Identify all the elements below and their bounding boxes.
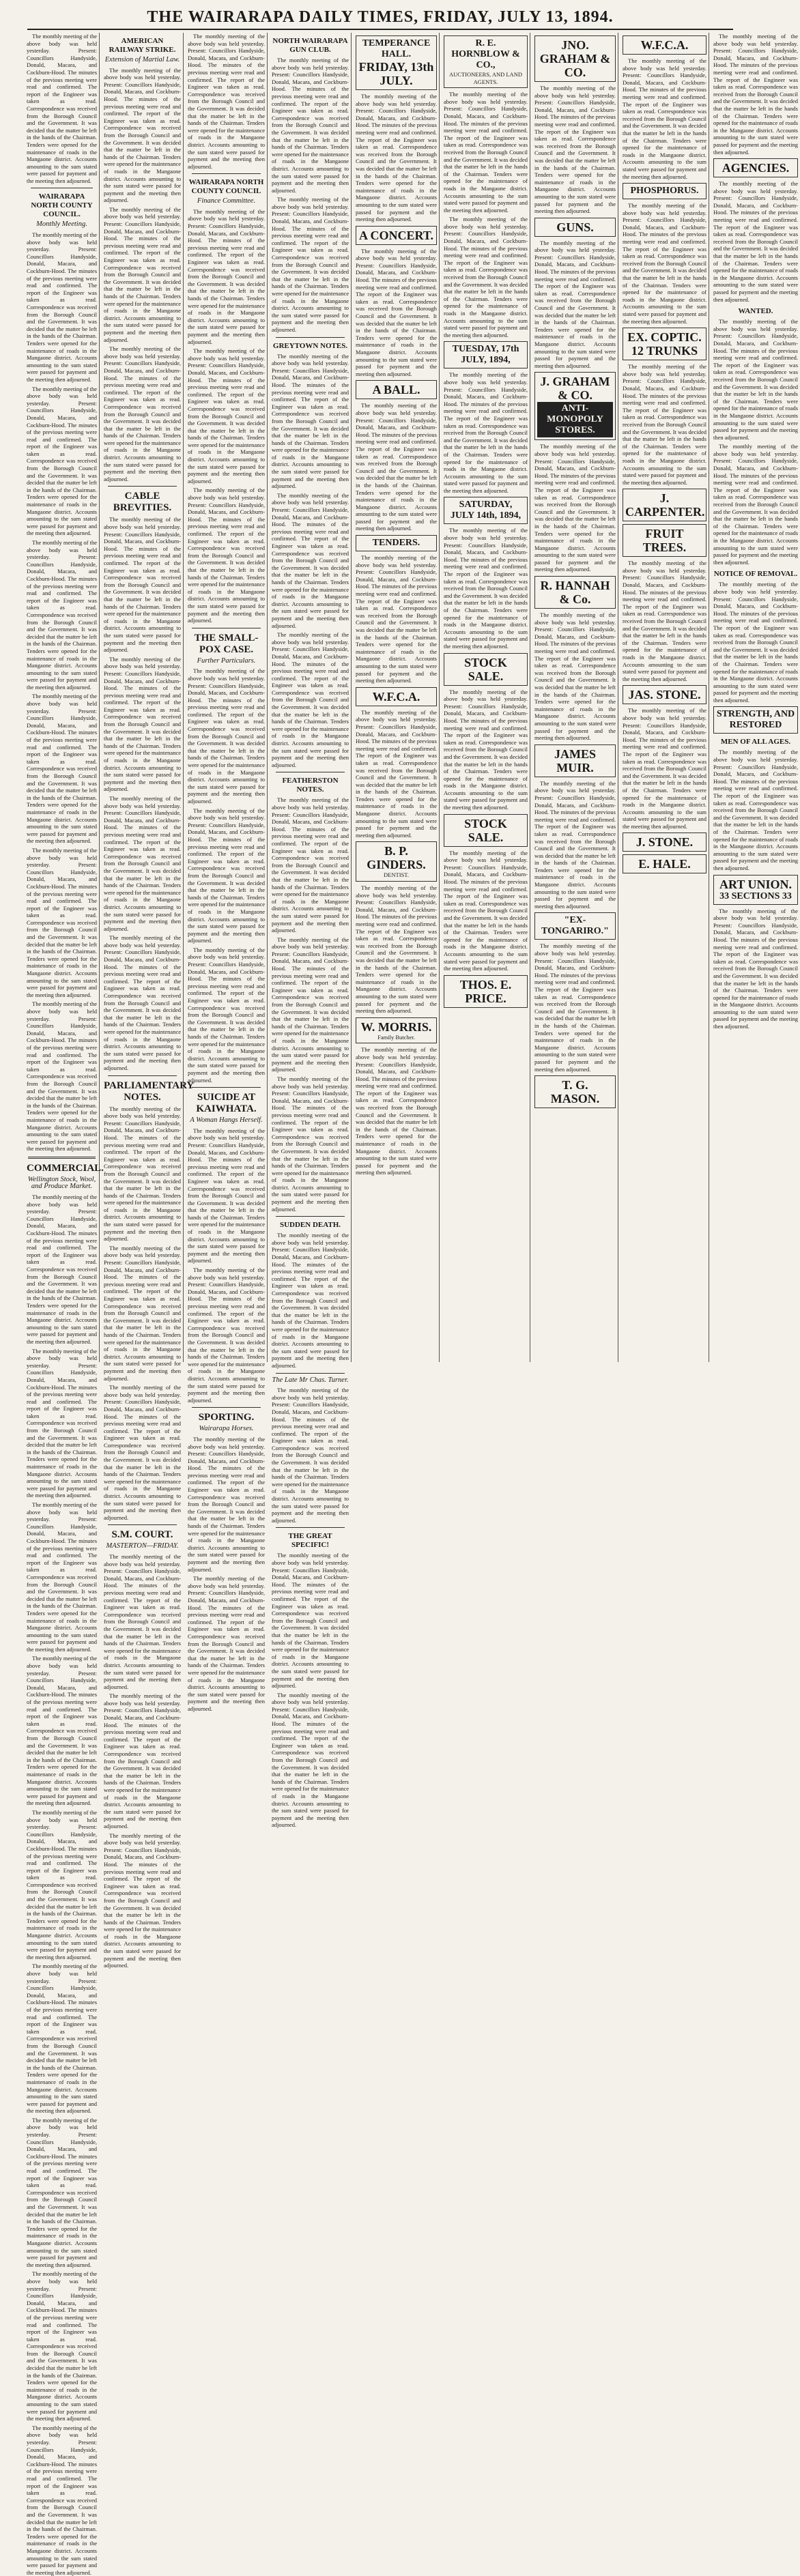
body-paragraph: The monthly meeting of the above body was held yesterday. Present: Councillors Handyside, Donald, Macara, and Cockburn-Hood. The minutes of the previous meeting were read and confirmed. The report of the Engineer was taken as read. Correspondence was received from the Borough Council and the Government. It was decided that the matter be left in the hands of the Chairman. Tenders were opened for the maintenance of roads in the Mangaone district. Accounts amounting to the sum stated were passed for payment and the meeting then adjourned. bbox=[272, 631, 349, 768]
advertisement bbox=[623, 524, 706, 557]
body-paragraph: The monthly meeting of the above body was held yesterday. Present: Councillors Handyside, Donald, Macara, and Cockburn-Hood. The minutes of the previous meeting were read and confirmed. The report of the Engineer was taken as read. Correspondence was received from the Borough Council and the Government. It was decided that the matter be left in the hands of the Chairman. Tenders were opened for the maintenance of roads in the Mangaone district. Accounts amounting to the sum stated were passed for payment and the meeting then adjourned. bbox=[534, 942, 616, 1073]
subheading: Wairarapa Horses. bbox=[199, 1425, 254, 1433]
body-paragraph: The monthly meeting of the above body was held yesterday. Present: Councillors Handyside, Donald, Macara, and Cockburn-Hood. The minutes of the previous meeting were read and confirmed. The report of the Engineer was taken as read. Correspondence was received from the Borough Council and the Government. It was decided that the matter be left in the hands of the Chairman. Tenders were opened for the maintenance of roads in the Mangaone district. Accounts amounting to the sum stated were passed for payment and the meeting then adjourned. bbox=[713, 33, 798, 156]
ad-title: R. E. HORNBLOW & CO., bbox=[451, 38, 520, 70]
body-paragraph: The monthly meeting of the above body was held yesterday. Present: Councillors Handyside, Donald, Macara, and Cockburn-Hood. The minutes of the previous meeting were read and confirmed. The report of the Engineer was taken as read. Correspondence was received from the Borough Council and the Government. It was decided that the matter be left in the hands of the Chairman. Tenders were opened for the maintenance of roads in the Mangaone district. Accounts amounting to the sum stated were passed for payment and the meeting then adjourned. bbox=[272, 491, 349, 629]
column-4 bbox=[270, 33, 352, 1829]
body-paragraph: The monthly meeting of the above body was held yesterday. Present: Councillors Handyside, Donald, Macara, and Cockburn-Hood. The minutes of the previous meeting were read and confirmed. The report of the Engineer was taken as read. Correspondence was received from the Borough Council and the Government. It was decided that the matter be left in the hands of the Chairman. Tenders were opened for the maintenance of roads in the Mangaone district. Accounts amounting to the sum stated were passed for payment and the meeting then adjourned. bbox=[534, 611, 616, 742]
ad-title: PHOSPHORUS. bbox=[630, 186, 699, 197]
ad-title: E. HALE. bbox=[638, 857, 691, 871]
column-7 bbox=[532, 33, 618, 1362]
body-paragraph: The monthly meeting of the above body was held yesterday. Present: Councillors Handyside, Donald, Macara, and Cockburn-Hood. The minutes of the previous meeting were read and confirmed. The report of the Engineer was taken as read. Correspondence was received from the Borough Council and the Government. It was decided that the matter be left in the hands of the Chairman. Tenders were opened for the maintenance of roads in the Mangaone district. Accounts amounting to the sum stated were passed for payment and the meeting then adjourned. bbox=[27, 1963, 97, 2115]
body-paragraph: The monthly meeting of the above body was held yesterday. Present: Councillors Handyside, Donald, Macara, and Cockburn-Hood. The minutes of the previous meeting were read and confirmed. The report of the Engineer was taken as read. Correspondence was received from the Borough Council and the Government. It was decided that the matter be left in the hands of the Chairman. Tenders were opened for the maintenance of roads in the Mangaone district. Accounts amounting to the sum stated were passed for payment and the meeting then adjourned. bbox=[272, 1387, 349, 1524]
ad-title: B. P. GINDERS. bbox=[367, 844, 426, 872]
advertisement bbox=[534, 372, 616, 440]
body-paragraph: The monthly meeting of the above body was held yesterday. Present: Councillors Handyside, Donald, Macara, and Cockburn-Hood. The minutes of the previous meeting were read and confirmed. The report of the Engineer was taken as read. Correspondence was received from the Borough Council and the Government. It was decided that the matter be left in the hands of the Chairman. Tenders were opened for the maintenance of roads in the Mangaone district. Accounts amounting to the sum stated were passed for payment and the meeting then adjourned. bbox=[444, 91, 528, 214]
divider bbox=[276, 1216, 345, 1217]
column-2 bbox=[102, 33, 195, 1969]
subheading: Extension of Martial Law. bbox=[104, 56, 180, 63]
ad-title: ART UNION. bbox=[719, 877, 792, 891]
headline: CABLE BREVITIES. bbox=[113, 491, 172, 514]
ad-title: EX. COPTIC. bbox=[627, 330, 702, 345]
ad-title: R. HANNAH & Co. bbox=[540, 579, 610, 607]
advertisement bbox=[534, 912, 616, 940]
body-paragraph: The monthly meeting of the above body was held yesterday. Present: Councillors Handyside, Donald, Macara, and Cockburn-Hood. The minutes of the previous meeting were read and confirmed. The report of the Engineer was taken as read. Correspondence was received from the Borough Council and the Government. It was decided that the matter be left in the hands of the Chairman. Tenders were opened for the maintenance of roads in the Mangaone district. Accounts amounting to the sum stated were passed for payment and the meeting then adjourned. bbox=[272, 1691, 349, 1829]
masthead: THE WAIRARAPA DAILY TIMES, FRIDAY, JULY 13, 1894. bbox=[27, 5, 733, 30]
body-paragraph: The monthly meeting of the above body was held yesterday. Present: Councillors Handyside, Donald, Macara, and Cockburn-Hood. The minutes of the previous meeting were read and confirmed. The report of the Engineer was taken as read. Correspondence was received from the Borough Council and the Government. It was decided that the matter be left in the hands of the Chairman. Tenders were opened for the maintenance of roads in the Mangaone district. Accounts amounting to the sum stated were passed for payment and the meeting then adjourned. bbox=[272, 1552, 349, 1690]
headline: NORTH WAIRARAPA GUN CLUB. bbox=[272, 37, 348, 54]
divider bbox=[28, 1157, 96, 1159]
ad-subtitle: Family Butcher. bbox=[377, 1033, 415, 1041]
advertisement bbox=[356, 380, 437, 399]
body-paragraph: The monthly meeting of the above body was held yesterday. Present: Councillors Handyside, Donald, Macara, and Cockburn-Hood. The minutes of the previous meeting were read and confirmed. The report of the Engineer was taken as read. Correspondence was received from the Borough Council and the Government. It was decided that the matter be left in the hands of the Chairman. Tenders were opened for the maintenance of roads in the Mangaone district. Accounts amounting to the sum stated were passed for payment and the meeting then adjourned. bbox=[534, 239, 616, 369]
body-paragraph: The monthly meeting of the above body was held yesterday. Present: Councillors Handyside, Donald, Macara, and Cockburn-Hood. The minutes of the previous meeting were read and confirmed. The report of the Engineer was taken as read. Correspondence was received from the Borough Council and the Government. It was decided that the matter be left in the hands of the Chairman. Tenders were opened for the maintenance of roads in the Mangaone district. Accounts amounting to the sum stated were passed for payment and the meeting then adjourned. bbox=[27, 539, 97, 691]
body-paragraph: The monthly meeting of the above body was held yesterday. Present: Councillors Handyside, Donald, Macara, and Cockburn-Hood. The minutes of the previous meeting were read and confirmed. The report of the Engineer was taken as read. Correspondence was received from the Borough Council and the Government. It was decided that the matter be left in the hands of the Chairman. Tenders were opened for the maintenance of roads in the Mangaone district. Accounts amounting to the sum stated were passed for payment and the meeting then adjourned. bbox=[356, 1046, 437, 1176]
subheading: Further Particulars. bbox=[197, 656, 256, 665]
body-paragraph: The monthly meeting of the above body was held yesterday. Present: Councillors Handyside, Donald, Macara, and Cockburn-Hood. The minutes of the previous meeting were read and confirmed. The report of the Engineer was taken as read. Correspondence was received from the Borough Council and the Government. It was decided that the matter be left in the hands of the Chairman. Tenders were opened for the maintenance of roads in the Mangaone district. Accounts amounting to the sum stated were passed for payment and the meeting then adjourned. bbox=[188, 667, 265, 805]
body-paragraph: The monthly meeting of the above body was held yesterday. Present: Councillors Handyside, Donald, Macara, and Cockburn-Hood. The minutes of the previous meeting were read and confirmed. The report of the Engineer was taken as read. Correspondence was received from the Borough Council and the Government. It was decided that the matter be left in the hands of the Chairman. Tenders were opened for the maintenance of roads in the Mangaone district. Accounts amounting to the sum stated were passed for payment and the meeting then adjourned. bbox=[27, 2116, 97, 2268]
ad-title: 12 TRUNKS bbox=[631, 344, 698, 358]
advertisement bbox=[623, 685, 706, 704]
body-paragraph: The monthly meeting of the above body was held yesterday. Present: Councillors Handyside, Donald, Macara, and Cockburn-Hood. The minutes of the previous meeting were read and confirmed. The report of the Engineer was taken as read. Correspondence was received from the Borough Council and the Government. It was decided that the matter be left in the hands of the Chairman. Tenders were opened for the maintenance of roads in the Mangaone district. Accounts amounting to the sum stated were passed for payment and the meeting then adjourned. bbox=[188, 1575, 265, 1712]
subheading: Monthly Meeting. bbox=[36, 220, 87, 229]
body-paragraph: The monthly meeting of the above body was held yesterday. Present: Councillors Handyside, Donald, Macara, and Cockburn-Hood. The minutes of the previous meeting were read and confirmed. The report of the Engineer was taken as read. Correspondence was received from the Borough Council and the Government. It was decided that the matter be left in the hands of the Chairman. Tenders were opened for the maintenance of roads in the Mangaone district. Accounts amounting to the sum stated were passed for payment and the meeting then adjourned. bbox=[104, 345, 181, 482]
body-paragraph: The monthly meeting of the above body was held yesterday. Present: Councillors Handyside, Donald, Macara, and Cockburn-Hood. The minutes of the previous meeting were read and confirmed. The report of the Engineer was taken as read. Correspondence was received from the Borough Council and the Government. It was decided that the matter be left in the hands of the Chairman. Tenders were opened for the maintenance of roads in the Mangaone district. Accounts amounting to the sum stated were passed for payment and the meeting then adjourned. bbox=[104, 516, 181, 654]
ad-title: J. GRAHAM & CO. bbox=[540, 375, 610, 403]
headline: SUDDEN DEATH. bbox=[279, 1221, 341, 1230]
advertisement bbox=[713, 706, 798, 734]
body-paragraph: The monthly meeting of the above body was held yesterday. Present: Councillors Handyside, Donald, Macara, and Cockburn-Hood. The minutes of the previous meeting were read and confirmed. The report of the Engineer was taken as read. Correspondence was received from the Borough Council and the Government. It was decided that the matter be left in the hands of the Chairman. Tenders were opened for the maintenance of roads in the Mangaone district. Accounts amounting to the sum stated were passed for payment and the meeting then adjourned. bbox=[27, 1501, 97, 1653]
headline: GREYTOWN NOTES. bbox=[272, 341, 348, 350]
headline: SPORTING. bbox=[198, 1412, 255, 1423]
divider bbox=[192, 173, 261, 174]
ad-title: AGENCIES. bbox=[722, 161, 790, 175]
body-paragraph: The monthly meeting of the above body was held yesterday. Present: Councillors Handyside, Donald, Macara, and Cockburn-Hood. The minutes of the previous meeting were read and confirmed. The report of the Engineer was taken as read. Correspondence was received from the Borough Council and the Government. It was decided that the matter be left in the hands of the Chairman. Tenders were opened for the maintenance of roads in the Mangaone district. Accounts amounting to the sum stated were passed for payment and the meeting then adjourned. bbox=[104, 795, 181, 932]
advertisement bbox=[444, 975, 528, 1008]
ad-title: THOS. E. PRICE. bbox=[459, 977, 512, 1005]
body-paragraph: The monthly meeting of the above body was held yesterday. Present: Councillors Handyside, Donald, Macara, and Cockburn-Hood. The minutes of the previous meeting were read and confirmed. The report of the Engineer was taken as read. Correspondence was received from the Borough Council and the Government. It was decided that the matter be left in the hands of the Chairman. Tenders were opened for the maintenance of roads in the Mangaone district. Accounts amounting to the sum stated were passed for payment and the meeting then adjourned. bbox=[713, 180, 798, 303]
body-paragraph: The monthly meeting of the above body was held yesterday. Present: Councillors Handyside, Donald, Macara, and Cockburn-Hood. The minutes of the previous meeting were read and confirmed. The report of the Engineer was taken as read. Correspondence was received from the Borough Council and the Government. It was decided that the matter be left in the hands of the Chairman. Tenders were opened for the maintenance of roads in the Mangaone district. Accounts amounting to the sum stated were passed for payment and the meeting then adjourned. bbox=[356, 708, 437, 839]
ad-title: J. CARPENTER. bbox=[625, 491, 705, 519]
body-paragraph: The monthly meeting of the above body was held yesterday. Present: Councillors Handyside, Donald, Macara, and Cockburn-Hood. The minutes of the previous meeting were read and confirmed. The report of the Engineer was taken as read. Correspondence was received from the Borough Council and the Government. It was decided that the matter be left in the hands of the Chairman. Tenders were opened for the maintenance of roads in the Mangaone district. Accounts amounting to the sum stated were passed for payment and the meeting then adjourned. bbox=[188, 1267, 265, 1404]
divider bbox=[276, 1527, 345, 1528]
ad-title: JNO. GRAHAM & CO. bbox=[539, 38, 611, 79]
divider bbox=[108, 1075, 177, 1076]
body-paragraph: The monthly meeting of the above body was held yesterday. Present: Councillors Handyside, Donald, Macara, and Cockburn-Hood. The minutes of the previous meeting were read and confirmed. The report of the Engineer was taken as read. Correspondence was received from the Borough Council and the Government. It was decided that the matter be left in the hands of the Chairman. Tenders were opened for the maintenance of roads in the Mangaone district. Accounts amounting to the sum stated were passed for payment and the meeting then adjourned. bbox=[534, 443, 616, 573]
ad-title: 33 SECTIONS 33 bbox=[719, 891, 792, 901]
body-paragraph: The monthly meeting of the above body was held yesterday. Present: Councillors Handyside, Donald, Macara, and Cockburn-Hood. The minutes of the previous meeting were read and confirmed. The report of the Engineer was taken as read. Correspondence was received from the Borough Council and the Government. It was decided that the matter be left in the hands of the Chairman. Tenders were opened for the maintenance of roads in the Mangaone district. Accounts amounting to the sum stated were passed for payment and the meeting then adjourned. bbox=[104, 66, 181, 204]
body-paragraph: The monthly meeting of the above body was held yesterday. Present: Councillors Handyside, Donald, Macara, and Cockburn-Hood. The minutes of the previous meeting were read and confirmed. The report of the Engineer was taken as read. Correspondence was received from the Borough Council and the Government. It was decided that the matter be left in the hands of the Chairman. Tenders were opened for the maintenance of roads in the Mangaone district. Accounts amounting to the sum stated were passed for payment and the meeting then adjourned. bbox=[444, 216, 528, 338]
body-paragraph: The monthly meeting of the above body was held yesterday. Present: Councillors Handyside, Donald, Macara, and Cockburn-Hood. The minutes of the previous meeting were read and confirmed. The report of the Engineer was taken as read. Correspondence was received from the Borough Council and the Government. It was decided that the matter be left in the hands of the Chairman. Tenders were opened for the maintenance of roads in the Mangaone district. Accounts amounting to the sum stated were passed for payment and the meeting then adjourned. bbox=[188, 33, 265, 170]
headline: WAIRARAPA NORTH COUNTY COUNCIL bbox=[188, 178, 264, 196]
body-paragraph: The monthly meeting of the above body was held yesterday. Present: Councillors Handyside, Donald, Macara, and Cockburn-Hood. The minutes of the previous meeting were read and confirmed. The report of the Engineer was taken as read. Correspondence was received from the Borough Council and the Government. It was decided that the matter be left in the hands of the Chairman. Tenders were opened for the maintenance of roads in the Mangaone district. Accounts amounting to the sum stated were passed for payment and the meeting then adjourned. bbox=[623, 363, 706, 486]
column-3 bbox=[186, 33, 268, 1712]
subheading: Wellington Stock, Wool, and Produce Market. bbox=[27, 1175, 96, 1191]
ad-title: TUESDAY, 17th JULY, 1894, bbox=[452, 344, 519, 366]
body-paragraph: The monthly meeting of the above body was held yesterday. Present: Councillors Handyside, Donald, Macara, and Cockburn-Hood. The minutes of the previous meeting were read and confirmed. The report of the Engineer was taken as read. Correspondence was received from the Borough Council and the Government. It was decided that the matter be left in the hands of the Chairman. Tenders were opened for the maintenance of roads in the Mangaone district. Accounts amounting to the sum stated were passed for payment and the meeting then adjourned. bbox=[356, 884, 437, 1015]
body-paragraph: The monthly meeting of the above body was held yesterday. Present: Councillors Handyside, Donald, Macara, and Cockburn-Hood. The minutes of the previous meeting were read and confirmed. The report of the Engineer was taken as read. Correspondence was received from the Borough Council and the Government. It was decided that the matter be left in the hands of the Chairman. Tenders were opened for the maintenance of roads in the Mangaone district. Accounts amounting to the sum stated were passed for payment and the meeting then adjourned. bbox=[623, 560, 706, 682]
body-paragraph: The monthly meeting of the above body was held yesterday. Present: Councillors Handyside, Donald, Macara, and Cockburn-Hood. The minutes of the previous meeting were read and confirmed. The report of the Engineer was taken as read. Correspondence was received from the Borough Council and the Government. It was decided that the matter be left in the hands of the Chairman. Tenders were opened for the maintenance of roads in the Mangaone district. Accounts amounting to the sum stated were passed for payment and the meeting then adjourned. bbox=[623, 202, 706, 325]
body-paragraph: The monthly meeting of the above body was held yesterday. Present: Councillors Handyside, Donald, Macara, and Cockburn-Hood. The minutes of the previous meeting were read and confirmed. The report of the Engineer was taken as read. Correspondence was received from the Borough Council and the Government. It was decided that the matter be left in the hands of the Chairman. Tenders were opened for the maintenance of roads in the Mangaone district. Accounts amounting to the sum stated were passed for payment and the meeting then adjourned. bbox=[104, 1832, 181, 1969]
body-paragraph: The monthly meeting of the above body was held yesterday. Present: Councillors Handyside, Donald, Macara, and Cockburn-Hood. The minutes of the previous meeting were read and confirmed. The report of the Engineer was taken as read. Correspondence was received from the Borough Council and the Government. It was decided that the matter be left in the hands of the Chairman. Tenders were opened for the maintenance of roads in the Mangaone district. Accounts amounting to the sum stated were passed for payment and the meeting then adjourned. bbox=[272, 352, 349, 490]
body-paragraph: The monthly meeting of the above body was held yesterday. Present: Councillors Handyside, Donald, Macara, and Cockburn-Hood. The minutes of the previous meeting were read and confirmed. The report of the Engineer was taken as read. Correspondence was received from the Borough Council and the Government. It was decided that the matter be left in the hands of the Chairman. Tenders were opened for the maintenance of roads in the Mangaone district. Accounts amounting to the sum stated were passed for payment and the meeting then adjourned. bbox=[534, 85, 616, 215]
body-paragraph: The monthly meeting of the above body was held yesterday. Present: Councillors Handyside, Donald, Macara, and Cockburn-Hood. The minutes of the previous meeting were read and confirmed. The report of the Engineer was taken as read. Correspondence was received from the Borough Council and the Government. It was decided that the matter be left in the hands of the Chairman. Tenders were opened for the maintenance of roads in the Mangaone district. Accounts amounting to the sum stated were passed for payment and the meeting then adjourned. bbox=[272, 1232, 349, 1369]
ad-title: TEMPERANCE HALL. bbox=[362, 38, 431, 59]
body-paragraph: The monthly meeting of the above body was held yesterday. Present: Councillors Handyside, Donald, Macara, and Cockburn-Hood. The minutes of the previous meeting were read and confirmed. The report of the Engineer was taken as read. Correspondence was received from the Borough Council and the Government. It was decided that the matter be left in the hands of the Chairman. Tenders were opened for the maintenance of roads in the Mangaone district. Accounts amounting to the sum stated were passed for payment and the meeting then adjourned. bbox=[104, 934, 181, 1071]
body-paragraph: The monthly meeting of the above body was held yesterday. Present: Councillors Handyside, Donald, Macara, and Cockburn-Hood. The minutes of the previous meeting were read and confirmed. The report of the Engineer was taken as read. Correspondence was received from the Borough Council and the Government. It was decided that the matter be left in the hands of the Chairman. Tenders were opened for the maintenance of roads in the Mangaone district. Accounts amounting to the sum stated were passed for payment and the meeting then adjourned. bbox=[444, 688, 528, 811]
ad-banner: ANTI-MONOPOLY STORES. bbox=[537, 402, 613, 437]
headline: SUICIDE AT KAIWHATA. bbox=[196, 1092, 257, 1115]
column-5 bbox=[354, 33, 440, 1362]
columns bbox=[25, 33, 798, 2576]
advertisement bbox=[623, 489, 706, 521]
ad-title: STRENGTH, AND RESTORED bbox=[716, 709, 795, 731]
body-paragraph: The monthly meeting of the above body was held yesterday. Present: Councillors Handyside, Donald, Macara, and Cockburn-Hood. The minutes of the previous meeting were read and confirmed. The report of the Engineer was taken as read. Correspondence was received from the Borough Council and the Government. It was decided that the matter be left in the hands of the Chairman. Tenders were opened for the maintenance of roads in the Mangaone district. Accounts amounting to the sum stated were passed for payment and the meeting then adjourned. bbox=[188, 807, 265, 944]
body-paragraph: The monthly meeting of the above body was held yesterday. Present: Councillors Handyside, Donald, Macara, and Cockburn-Hood. The minutes of the previous meeting were read and confirmed. The report of the Engineer was taken as read. Correspondence was received from the Borough Council and the Government. It was decided that the matter be left in the hands of the Chairman. Tenders were opened for the maintenance of roads in the Mangaone district. Accounts amounting to the sum stated were passed for payment and the meeting then adjourned. bbox=[713, 318, 798, 441]
ad-title: J. STONE. bbox=[635, 835, 694, 850]
body-paragraph: The monthly meeting of the above body was held yesterday. Present: Councillors Handyside, Donald, Macara, and Cockburn-Hood. The minutes of the previous meeting were read and confirmed. The report of the Engineer was taken as read. Correspondence was received from the Borough Council and the Government. It was decided that the matter be left in the hands of the Chairman. Tenders were opened for the maintenance of roads in the Mangaone district. Accounts amounting to the sum stated were passed for payment and the meeting then adjourned. bbox=[27, 231, 97, 383]
headline: THE SMALL-POX CASE. bbox=[194, 632, 259, 655]
body-paragraph: The monthly meeting of the above body was held yesterday. Present: Councillors Handyside, Donald, Macara, and Cockburn-Hood. The minutes of the previous meeting were read and confirmed. The report of the Engineer was taken as read. Correspondence was received from the Borough Council and the Government. It was decided that the matter be left in the hands of the Chairman. Tenders were opened for the maintenance of roads in the Mangaone district. Accounts amounting to the sum stated were passed for payment and the meeting then adjourned. bbox=[188, 347, 265, 484]
ad-title: TENDERS. bbox=[372, 538, 420, 549]
body-paragraph: The monthly meeting of the above body was held yesterday. Present: Councillors Handyside, Donald, Macara, and Cockburn-Hood. The minutes of the previous meeting were read and confirmed. The report of the Engineer was taken as read. Correspondence was received from the Borough Council and the Government. It was decided that the matter be left in the hands of the Chairman. Tenders were opened for the maintenance of roads in the Mangaone district. Accounts amounting to the sum stated were passed for payment and the meeting then adjourned. bbox=[104, 1384, 181, 1521]
body-paragraph: The monthly meeting of the above body was held yesterday. Present: Councillors Handyside, Donald, Macara, and Cockburn-Hood. The minutes of the previous meeting were read and confirmed. The report of the Engineer was taken as read. Correspondence was received from the Borough Council and the Government. It was decided that the matter be left in the hands of the Chairman. Tenders were opened for the maintenance of roads in the Mangaone district. Accounts amounting to the sum stated were passed for payment and the meeting then adjourned. bbox=[444, 371, 528, 494]
advertisement bbox=[444, 814, 528, 847]
advertisement bbox=[356, 535, 437, 551]
advertisement bbox=[444, 341, 528, 368]
body-paragraph: The monthly meeting of the above body was held yesterday. Present: Councillors Handyside, Donald, Macara, and Cockburn-Hood. The minutes of the previous meeting were read and confirmed. The report of the Engineer was taken as read. Correspondence was received from the Borough Council and the Government. It was decided that the matter be left in the hands of the Chairman. Tenders were opened for the maintenance of roads in the Mangaone district. Accounts amounting to the sum stated were passed for payment and the meeting then adjourned. bbox=[104, 1244, 181, 1382]
ad-title: A CONCERT. bbox=[358, 228, 434, 242]
body-paragraph: The monthly meeting of the above body was held yesterday. Present: Councillors Handyside, Donald, Macara, and Cockburn-Hood. The minutes of the previous meeting were read and confirmed. The report of the Engineer was taken as read. Correspondence was received from the Borough Council and the Government. It was decided that the matter be left in the hands of the Chairman. Tenders were opened for the maintenance of roads in the Mangaone district. Accounts amounting to the sum stated were passed for payment and the meeting then adjourned. bbox=[104, 205, 181, 343]
ad-title: T. G. MASON. bbox=[550, 1078, 600, 1106]
headline: S.M. COURT. bbox=[111, 1529, 173, 1541]
ad-title: SATURDAY, JULY 14th, 1894, bbox=[450, 500, 522, 521]
body-paragraph: The monthly meeting of the above body was held yesterday. Present: Councillors Handyside, Donald, Macara, and Cockburn-Hood. The minutes of the previous meeting were read and confirmed. The report of the Engineer was taken as read. Correspondence was received from the Borough Council and the Government. It was decided that the matter be left in the hands of the Chairman. Tenders were opened for the maintenance of roads in the Mangaone district. Accounts amounting to the sum stated were passed for payment and the meeting then adjourned. bbox=[27, 1655, 97, 1807]
subheading: MASTERTON—FRIDAY. bbox=[106, 1542, 179, 1550]
ad-title: GUNS. bbox=[556, 220, 594, 234]
body-paragraph: The monthly meeting of the above body was held yesterday. Present: Councillors Handyside, Donald, Macara, and Cockburn-Hood. The minutes of the previous meeting were read and confirmed. The report of the Engineer was taken as read. Correspondence was received from the Borough Council and the Government. It was decided that the matter be left in the hands of the Chairman. Tenders were opened for the maintenance of roads in the Mangaone district. Accounts amounting to the sum stated were passed for payment and the meeting then adjourned. bbox=[713, 749, 798, 871]
advertisement bbox=[356, 35, 437, 90]
body-paragraph: The monthly meeting of the above body was held yesterday. Present: Councillors Handyside, Donald, Macara, and Cockburn-Hood. The minutes of the previous meeting were read and confirmed. The report of the Engineer was taken as read. Correspondence was received from the Borough Council and the Government. It was decided that the matter be left in the hands of the Chairman. Tenders were opened for the maintenance of roads in the Mangaone district. Accounts amounting to the sum stated were passed for payment and the meeting then adjourned. bbox=[27, 2270, 97, 2422]
body-paragraph: The monthly meeting of the above body was held yesterday. Present: Councillors Handyside, Donald, Macara, and Cockburn-Hood. The minutes of the previous meeting were read and confirmed. The report of the Engineer was taken as read. Correspondence was received from the Borough Council and the Government. It was decided that the matter be left in the hands of the Chairman. Tenders were opened for the maintenance of roads in the Mangaone district. Accounts amounting to the sum stated were passed for payment and the meeting then adjourned. bbox=[188, 207, 265, 345]
body-paragraph: The monthly meeting of the above body was held yesterday. Present: Councillors Handyside, Donald, Macara, and Cockburn-Hood. The minutes of the previous meeting were read and confirmed. The report of the Engineer was taken as read. Correspondence was received from the Borough Council and the Government. It was decided that the matter be left in the hands of the Chairman. Tenders were opened for the maintenance of roads in the Mangaone district. Accounts amounting to the sum stated were passed for payment and the meeting then adjourned. bbox=[27, 1347, 97, 1499]
headline: COMMERCIAL. bbox=[27, 1162, 104, 1174]
body-paragraph: The monthly meeting of the above body was held yesterday. Present: Councillors Handyside, Donald, Macara, and Cockburn-Hood. The minutes of the previous meeting were read and confirmed. The report of the Engineer was taken as read. Correspondence was received from the Borough Council and the Government. It was decided that the matter be left in the hands of the Chairman. Tenders were opened for the maintenance of roads in the Mangaone district. Accounts amounting to the sum stated were passed for payment and the meeting then adjourned. bbox=[713, 581, 798, 704]
body-paragraph: The monthly meeting of the above body was held yesterday. Present: Councillors Handyside, Donald, Macara, and Cockburn-Hood. The minutes of the previous meeting were read and confirmed. The report of the Engineer was taken as read. Correspondence was received from the Borough Council and the Government. It was decided that the matter be left in the hands of the Chairman. Tenders were opened for the maintenance of roads in the Mangaone district. Accounts amounting to the sum stated were passed for payment and the meeting then adjourned. bbox=[188, 1127, 265, 1264]
body-paragraph: The monthly meeting of the above body was held yesterday. Present: Councillors Handyside, Donald, Macara, and Cockburn-Hood. The minutes of the previous meeting were read and confirmed. The report of the Engineer was taken as read. Correspondence was received from the Borough Council and the Government. It was decided that the matter be left in the hands of the Chairman. Tenders were opened for the maintenance of roads in the Mangaone district. Accounts amounting to the sum stated were passed for payment and the meeting then adjourned. bbox=[27, 693, 97, 845]
advertisement bbox=[534, 35, 616, 82]
body-paragraph: The monthly meeting of the above body was held yesterday. Present: Councillors Handyside, Donald, Macara, and Cockburn-Hood. The minutes of the previous meeting were read and confirmed. The report of the Engineer was taken as read. Correspondence was received from the Borough Council and the Government. It was decided that the matter be left in the hands of the Chairman. Tenders were opened for the maintenance of roads in the Mangaone district. Accounts amounting to the sum stated were passed for payment and the meeting then adjourned. bbox=[356, 402, 437, 532]
body-paragraph: The monthly meeting of the above body was held yesterday. Present: Councillors Handyside, Donald, Macara, and Cockburn-Hood. The minutes of the previous meeting were read and confirmed. The report of the Engineer was taken as read. Correspondence was received from the Borough Council and the Government. It was decided that the matter be left in the hands of the Chairman. Tenders were opened for the maintenance of roads in the Mangaone district. Accounts amounting to the sum stated were passed for payment and the meeting then adjourned. bbox=[27, 846, 97, 998]
ad-title: FRUIT TREES. bbox=[642, 527, 687, 555]
advertisement bbox=[534, 1075, 616, 1108]
body-paragraph: The monthly meeting of the above body was held yesterday. Present: Councillors Handyside, Donald, Macara, and Cockburn-Hood. The minutes of the previous meeting were read and confirmed. The report of the Engineer was taken as read. Correspondence was received from the Borough Council and the Government. It was decided that the matter be left in the hands of the Chairman. Tenders were opened for the maintenance of roads in the Mangaone district. Accounts amounting to the sum stated were passed for payment and the meeting then adjourned. bbox=[27, 1808, 97, 1960]
body-paragraph: The monthly meeting of the above body was held yesterday. Present: Councillors Handyside, Donald, Macara, and Cockburn-Hood. The minutes of the previous meeting were read and confirmed. The report of the Engineer was taken as read. Correspondence was received from the Borough Council and the Government. It was decided that the matter be left in the hands of the Chairman. Tenders were opened for the maintenance of roads in the Mangaone district. Accounts amounting to the sum stated were passed for payment and the meeting then adjourned. bbox=[188, 946, 265, 1084]
body-paragraph: The monthly meeting of the above body was held yesterday. Present: Councillors Handyside, Donald, Macara, and Cockburn-Hood. The minutes of the previous meeting were read and confirmed. The report of the Engineer was taken as read. Correspondence was received from the Borough Council and the Government. It was decided that the matter be left in the hands of the Chairman. Tenders were opened for the maintenance of roads in the Mangaone district. Accounts amounting to the sum stated were passed for payment and the meeting then adjourned. bbox=[444, 849, 528, 972]
advertisement bbox=[623, 35, 706, 55]
body-paragraph: The monthly meeting of the above body was held yesterday. Present: Councillors Handyside, Donald, Macara, and Cockburn-Hood. The minutes of the previous meeting were read and confirmed. The report of the Engineer was taken as read. Correspondence was received from the Borough Council and the Government. It was decided that the matter be left in the hands of the Chairman. Tenders were opened for the maintenance of roads in the Mangaone district. Accounts amounting to the sum stated were passed for payment and the meeting then adjourned. bbox=[104, 1553, 181, 1690]
body-paragraph: The monthly meeting of the above body was held yesterday. Present: Councillors Handyside, Donald, Macara, and Cockburn-Hood. The minutes of the previous meeting were read and confirmed. The report of the Engineer was taken as read. Correspondence was received from the Borough Council and the Government. It was decided that the matter be left in the hands of the Chairman. Tenders were opened for the maintenance of roads in the Mangaone district. Accounts amounting to the sum stated were passed for payment and the meeting then adjourned. bbox=[27, 33, 97, 184]
ad-subtitle: AUCTIONEERS, AND LAND AGENTS. bbox=[449, 71, 522, 85]
column-8 bbox=[620, 33, 709, 1362]
ad-title: STOCK SALE. bbox=[464, 816, 507, 844]
body-paragraph: The monthly meeting of the above body was held yesterday. Present: Councillors Handyside, Donald, Macara, and Cockburn-Hood. The minutes of the previous meeting were read and confirmed. The report of the Engineer was taken as read. Correspondence was received from the Borough Council and the Government. It was decided that the matter be left in the hands of the Chairman. Tenders were opened for the maintenance of roads in the Mangaone district. Accounts amounting to the sum stated were passed for payment and the meeting then adjourned. bbox=[104, 1105, 181, 1243]
advertisement bbox=[623, 854, 706, 873]
advertisement bbox=[713, 158, 798, 177]
divider bbox=[108, 486, 177, 487]
advertisement bbox=[534, 744, 616, 777]
body-paragraph: The monthly meeting of the above body was held yesterday. Present: Councillors Handyside, Donald, Macara, and Cockburn-Hood. The minutes of the previous meeting were read and confirmed. The report of the Engineer was taken as read. Correspondence was received from the Borough Council and the Government. It was decided that the matter be left in the hands of the Chairman. Tenders were opened for the maintenance of roads in the Mangaone district. Accounts amounting to the sum stated were passed for payment and the meeting then adjourned. bbox=[27, 2424, 97, 2576]
headline: NOTICE OF REMOVAL. bbox=[713, 570, 798, 579]
body-paragraph: The monthly meeting of the above body was held yesterday. Present: Councillors Handyside, Donald, Macara, and Cockburn-Hood. The minutes of the previous meeting were read and confirmed. The report of the Engineer was taken as read. Correspondence was received from the Borough Council and the Government. It was decided that the matter be left in the hands of the Chairman. Tenders were opened for the maintenance of roads in the Mangaone district. Accounts amounting to the sum stated were passed for payment and the meeting then adjourned. bbox=[272, 57, 349, 194]
subheading: The Late Mr Chas. Turner. bbox=[272, 1376, 349, 1384]
body-paragraph: The monthly meeting of the above body was held yesterday. Present: Councillors Handyside, Donald, Macara, and Cockburn-Hood. The minutes of the previous meeting were read and confirmed. The report of the Engineer was taken as read. Correspondence was received from the Borough Council and the Government. It was decided that the matter be left in the hands of the Chairman. Tenders were opened for the maintenance of roads in the Mangaone district. Accounts amounting to the sum stated were passed for payment and the meeting then adjourned. bbox=[356, 93, 437, 223]
body-paragraph: The monthly meeting of the above body was held yesterday. Present: Councillors Handyside, Donald, Macara, and Cockburn-Hood. The minutes of the previous meeting were read and confirmed. The report of the Engineer was taken as read. Correspondence was received from the Borough Council and the Government. It was decided that the matter be left in the hands of the Chairman. Tenders were opened for the maintenance of roads in the Mangaone district. Accounts amounting to the sum stated were passed for payment and the meeting then adjourned. bbox=[713, 907, 798, 1030]
advertisement bbox=[444, 653, 528, 686]
divider bbox=[192, 1407, 261, 1408]
divider bbox=[108, 1524, 177, 1525]
ad-title: STOCK SALE. bbox=[464, 655, 507, 683]
advertisement bbox=[713, 875, 798, 905]
advertisement bbox=[444, 497, 528, 524]
advertisement bbox=[534, 576, 616, 609]
headline: THE GREAT SPECIFIC! bbox=[288, 1532, 332, 1550]
body-paragraph: The monthly meeting of the above body was held yesterday. Present: Councillors Handyside, Donald, Macara, and Cockburn-Hood. The minutes of the previous meeting were read and confirmed. The report of the Engineer was taken as read. Correspondence was received from the Borough Council and the Government. It was decided that the matter be left in the hands of the Chairman. Tenders were opened for the maintenance of roads in the Mangaone district. Accounts amounting to the sum stated were passed for payment and the meeting then adjourned. bbox=[713, 443, 798, 566]
divider bbox=[276, 337, 345, 338]
body-paragraph: The monthly meeting of the above body was held yesterday. Present: Councillors Handyside, Donald, Macara, and Cockburn-Hood. The minutes of the previous meeting were read and confirmed. The report of the Engineer was taken as read. Correspondence was received from the Borough Council and the Government. It was decided that the matter be left in the hands of the Chairman. Tenders were opened for the maintenance of roads in the Mangaone district. Accounts amounting to the sum stated were passed for payment and the meeting then adjourned. bbox=[444, 527, 528, 650]
body-paragraph: The monthly meeting of the above body was held yesterday. Present: Councillors Handyside, Donald, Macara, and Cockburn-Hood. The minutes of the previous meeting were read and confirmed. The report of the Engineer was taken as read. Correspondence was received from the Borough Council and the Government. It was decided that the matter be left in the hands of the Chairman. Tenders were opened for the maintenance of roads in the Mangaone district. Accounts amounting to the sum stated were passed for payment and the meeting then adjourned. bbox=[356, 554, 437, 684]
ad-title: W. MORRIS. bbox=[360, 1019, 432, 1034]
body-paragraph: The monthly meeting of the above body was held yesterday. Present: Councillors Handyside, Donald, Macara, and Cockburn-Hood. The minutes of the previous meeting were read and confirmed. The report of the Engineer was taken as read. Correspondence was received from the Borough Council and the Government. It was decided that the matter be left in the hands of the Chairman. Tenders were opened for the maintenance of roads in the Mangaone district. Accounts amounting to the sum stated were passed for payment and the meeting then adjourned. bbox=[27, 1000, 97, 1153]
ad-title: JAMES MUIR. bbox=[554, 747, 596, 775]
advertisement bbox=[623, 328, 706, 360]
subheading: Finance Committee. bbox=[197, 197, 256, 205]
subheading: A Woman Hangs Herself. bbox=[190, 1116, 263, 1125]
advertisement bbox=[444, 35, 528, 88]
body-paragraph: The monthly meeting of the above body was held yesterday. Present: Councillors Handyside, Donald, Macara, and Cockburn-Hood. The minutes of the previous meeting were read and confirmed. The report of the Engineer was taken as read. Correspondence was received from the Borough Council and the Government. It was decided that the matter be left in the hands of the Chairman. Tenders were opened for the maintenance of roads in the Mangaone district. Accounts amounting to the sum stated were passed for payment and the meeting then adjourned. bbox=[534, 779, 616, 910]
ad-title: W.F.C.A. bbox=[640, 38, 689, 52]
body-paragraph: The monthly meeting of the above body was held yesterday. Present: Councillors Handyside, Donald, Macara, and Cockburn-Hood. The minutes of the previous meeting were read and confirmed. The report of the Engineer was taken as read. Correspondence was received from the Borough Council and the Government. It was decided that the matter be left in the hands of the Chairman. Tenders were opened for the maintenance of roads in the Mangaone district. Accounts amounting to the sum stated were passed for payment and the meeting then adjourned. bbox=[188, 1435, 265, 1573]
body-paragraph: The monthly meeting of the above body was held yesterday. Present: Councillors Handyside, Donald, Macara, and Cockburn-Hood. The minutes of the previous meeting were read and confirmed. The report of the Engineer was taken as read. Correspondence was received from the Borough Council and the Government. It was decided that the matter be left in the hands of the Chairman. Tenders were opened for the maintenance of roads in the Mangaone district. Accounts amounting to the sum stated were passed for payment and the meeting then adjourned. bbox=[272, 196, 349, 333]
advertisement bbox=[534, 218, 616, 237]
ad-subtitle: DENTIST. bbox=[384, 871, 409, 879]
divider bbox=[276, 1373, 345, 1374]
ad-title: A BALL. bbox=[372, 383, 420, 397]
advertisement bbox=[356, 226, 437, 245]
column-6 bbox=[442, 33, 530, 1362]
body-paragraph: The monthly meeting of the above body was held yesterday. Present: Councillors Handyside, Donald, Macara, and Cockburn-Hood. The minutes of the previous meeting were read and confirmed. The report of the Engineer was taken as read. Correspondence was received from the Borough Council and the Government. It was decided that the matter be left in the hands of the Chairman. Tenders were opened for the maintenance of roads in the Mangaone district. Accounts amounting to the sum stated were passed for payment and the meeting then adjourned. bbox=[27, 385, 97, 537]
advertisement bbox=[356, 841, 437, 882]
body-paragraph: The monthly meeting of the above body was held yesterday. Present: Councillors Handyside, Donald, Macara, and Cockburn-Hood. The minutes of the previous meeting were read and confirmed. The report of the Engineer was taken as read. Correspondence was received from the Borough Council and the Government. It was decided that the matter be left in the hands of the Chairman. Tenders were opened for the maintenance of roads in the Mangaone district. Accounts amounting to the sum stated were passed for payment and the meeting then adjourned. bbox=[104, 1692, 181, 1829]
body-paragraph: The monthly meeting of the above body was held yesterday. Present: Councillors Handyside, Donald, Macara, and Cockburn-Hood. The minutes of the previous meeting were read and confirmed. The report of the Engineer was taken as read. Correspondence was received from the Borough Council and the Government. It was decided that the matter be left in the hands of the Chairman. Tenders were opened for the maintenance of roads in the Mangaone district. Accounts amounting to the sum stated were passed for payment and the meeting then adjourned. bbox=[272, 1075, 349, 1213]
body-paragraph: The monthly meeting of the above body was held yesterday. Present: Councillors Handyside, Donald, Macara, and Cockburn-Hood. The minutes of the previous meeting were read and confirmed. The report of the Engineer was taken as read. Correspondence was received from the Borough Council and the Government. It was decided that the matter be left in the hands of the Chairman. Tenders were opened for the maintenance of roads in the Mangaone district. Accounts amounting to the sum stated were passed for payment and the meeting then adjourned. bbox=[272, 936, 349, 1073]
ad-title: FRIDAY, 13th JULY. bbox=[358, 60, 434, 87]
headline: PARLIAMENTARY NOTES. bbox=[104, 1080, 195, 1103]
advertisement bbox=[356, 687, 437, 706]
body-paragraph: The monthly meeting of the above body was held yesterday. Present: Councillors Handyside, Donald, Macara, and Cockburn-Hood. The minutes of the previous meeting were read and confirmed. The report of the Engineer was taken as read. Correspondence was received from the Borough Council and the Government. It was decided that the matter be left in the hands of the Chairman. Tenders were opened for the maintenance of roads in the Mangaone district. Accounts amounting to the sum stated were passed for payment and the meeting then adjourned. bbox=[27, 1193, 97, 1345]
divider bbox=[192, 1087, 261, 1088]
body-paragraph: The monthly meeting of the above body was held yesterday. Present: Councillors Handyside, Donald, Macara, and Cockburn-Hood. The minutes of the previous meeting were read and confirmed. The report of the Engineer was taken as read. Correspondence was received from the Borough Council and the Government. It was decided that the matter be left in the hands of the Chairman. Tenders were opened for the maintenance of roads in the Mangaone district. Accounts amounting to the sum stated were passed for payment and the meeting then adjourned. bbox=[623, 57, 706, 180]
column-1 bbox=[25, 33, 104, 2576]
ad-title: JAS. STONE. bbox=[628, 688, 701, 702]
advertisement bbox=[356, 1017, 437, 1044]
body-paragraph: The monthly meeting of the above body was held yesterday. Present: Councillors Handyside, Donald, Macara, and Cockburn-Hood. The minutes of the previous meeting were read and confirmed. The report of the Engineer was taken as read. Correspondence was received from the Borough Council and the Government. It was decided that the matter be left in the hands of the Chairman. Tenders were opened for the maintenance of roads in the Mangaone district. Accounts amounting to the sum stated were passed for payment and the meeting then adjourned. bbox=[356, 247, 437, 377]
headline: WAIRARAPA NORTH COUNTY COUNCIL. bbox=[31, 192, 93, 219]
body-paragraph: The monthly meeting of the above body was held yesterday. Present: Councillors Handyside, Donald, Macara, and Cockburn-Hood. The minutes of the previous meeting were read and confirmed. The report of the Engineer was taken as read. Correspondence was received from the Borough Council and the Government. It was decided that the matter be left in the hands of the Chairman. Tenders were opened for the maintenance of roads in the Mangaone district. Accounts amounting to the sum stated were passed for payment and the meeting then adjourned. bbox=[188, 487, 265, 624]
ad-title: W.F.C.A. bbox=[372, 689, 420, 704]
headline: AMERICAN RAILWAY STRIKE. bbox=[109, 37, 176, 54]
headline: FEATHERSTON NOTES. bbox=[282, 777, 339, 794]
body-paragraph: The monthly meeting of the above body was held yesterday. Present: Councillors Handyside, Donald, Macara, and Cockburn-Hood. The minutes of the previous meeting were read and confirmed. The report of the Engineer was taken as read. Correspondence was received from the Borough Council and the Government. It was decided that the matter be left in the hands of the Chairman. Tenders were opened for the maintenance of roads in the Mangaone district. Accounts amounting to the sum stated were passed for payment and the meeting then adjourned. bbox=[623, 707, 706, 830]
advertisement bbox=[623, 833, 706, 852]
ad-title: "EX-TONGARIRO." bbox=[541, 915, 609, 937]
headline: MEN OF ALL AGES. bbox=[720, 738, 791, 747]
body-paragraph: The monthly meeting of the above body was held yesterday. Present: Councillors Handyside, Donald, Macara, and Cockburn-Hood. The minutes of the previous meeting were read and confirmed. The report of the Engineer was taken as read. Correspondence was received from the Borough Council and the Government. It was decided that the matter be left in the hands of the Chairman. Tenders were opened for the maintenance of roads in the Mangaone district. Accounts amounting to the sum stated were passed for payment and the meeting then adjourned. bbox=[104, 655, 181, 793]
advertisement bbox=[623, 183, 706, 199]
body-paragraph: The monthly meeting of the above body was held yesterday. Present: Councillors Handyside, Donald, Macara, and Cockburn-Hood. The minutes of the previous meeting were read and confirmed. The report of the Engineer was taken as read. Correspondence was received from the Borough Council and the Government. It was decided that the matter be left in the hands of the Chairman. Tenders were opened for the maintenance of roads in the Mangaone district. Accounts amounting to the sum stated were passed for payment and the meeting then adjourned. bbox=[272, 796, 349, 934]
headline: WANTED. bbox=[738, 307, 773, 316]
column-9 bbox=[711, 33, 800, 1362]
